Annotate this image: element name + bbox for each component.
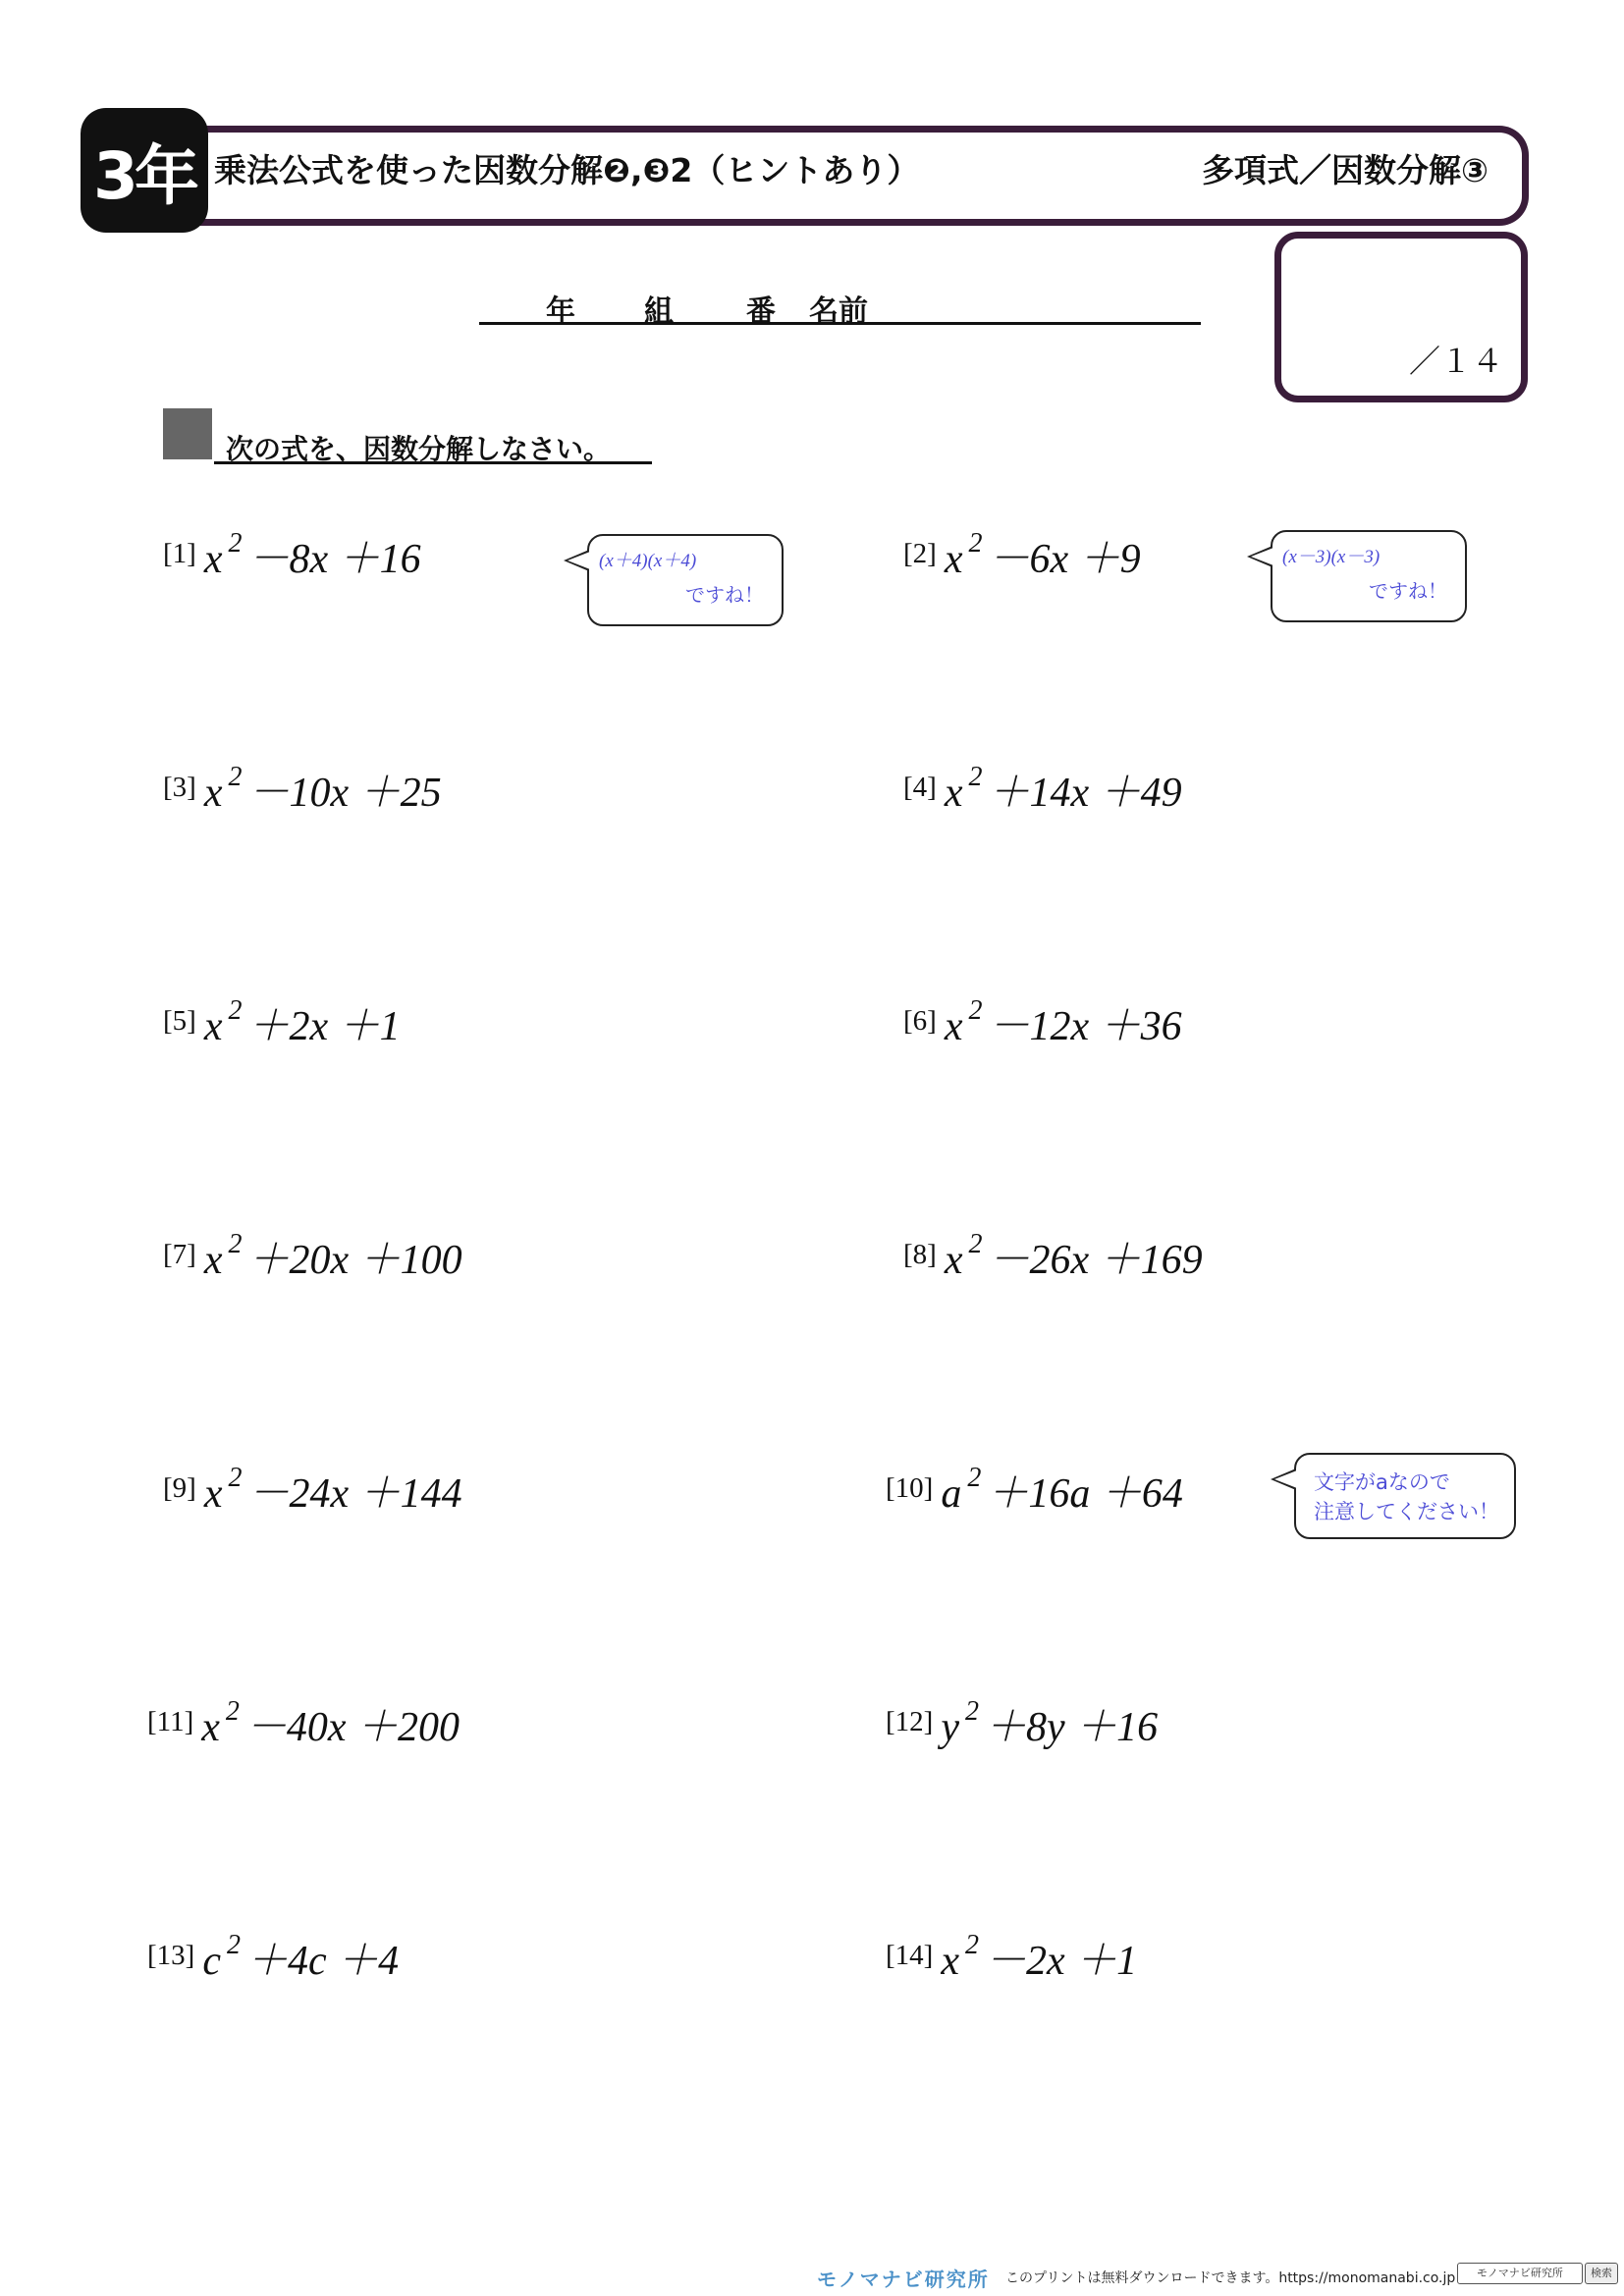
hint-line-1: 文字がaなので (1314, 1470, 1450, 1494)
score-total: ／１４ (1408, 343, 1503, 380)
problem-11 (147, 1694, 460, 1753)
problem-12 (886, 1694, 1158, 1753)
hint-bubble-3 (1294, 1453, 1516, 1539)
grade-badge: 3年 (81, 108, 208, 233)
problem-terms: －8x ＋16 (247, 537, 421, 582)
instruction-marker (163, 408, 212, 459)
problem-number: [8] (903, 1239, 937, 1270)
hint-text: ですね！ (685, 583, 764, 607)
problem-number: [7] (163, 1239, 196, 1270)
hint-bubble-2 (1271, 530, 1467, 622)
problem-exponent: 2 (228, 1229, 243, 1259)
problem-number: [5] (163, 1005, 196, 1037)
problem-variable: a (941, 1471, 962, 1517)
footer-logo: モノマナビ研究所 (817, 2268, 990, 2291)
problem-8 (903, 1227, 1203, 1286)
problem-number: [6] (903, 1005, 937, 1037)
problem-exponent: 2 (228, 528, 243, 559)
number-label: 番 (746, 294, 776, 329)
problem-exponent: 2 (228, 995, 243, 1026)
problem-terms: ＋20x ＋100 (247, 1238, 462, 1283)
problem-exponent: 2 (967, 1463, 982, 1493)
problem-terms: －2x ＋1 (984, 1939, 1138, 1984)
instruction-text: 次の式を、因数分解しなさい。 (226, 433, 612, 465)
problem-variable: c (202, 1939, 221, 1984)
problem-number: [3] (163, 772, 196, 803)
problem-variable: x (203, 537, 223, 582)
problem-exponent: 2 (968, 1229, 983, 1259)
hint-text: ですね！ (1369, 579, 1447, 603)
problem-terms: －10x ＋25 (247, 771, 442, 816)
problem-1 (163, 526, 421, 585)
problem-number: [4] (903, 772, 937, 803)
problem-4 (903, 760, 1182, 819)
problem-exponent: 2 (226, 1930, 241, 1960)
problem-number: [10] (886, 1472, 934, 1504)
problem-variable: x (944, 1238, 963, 1283)
footer-search-field: モノマナビ研究所 (1457, 2263, 1583, 2284)
problem-exponent: 2 (964, 1696, 979, 1727)
problem-terms: －24x ＋144 (247, 1471, 462, 1517)
problem-5 (163, 993, 401, 1052)
problem-variable: x (944, 1004, 963, 1049)
hint-formula: (x－3)(x－3) (1282, 547, 1380, 567)
problem-number: [1] (163, 538, 196, 569)
problem-exponent: 2 (968, 762, 983, 792)
problem-variable: x (203, 1471, 223, 1517)
class-label: 組 (644, 294, 674, 329)
problem-variable: x (944, 537, 963, 582)
unit-label: 多項式／因数分解③ (1202, 151, 1489, 189)
problem-terms: ＋2x ＋1 (247, 1004, 401, 1049)
problem-terms: －12x ＋36 (988, 1004, 1182, 1049)
hint-bubble-1 (587, 534, 784, 626)
problem-number: [2] (903, 538, 937, 569)
problem-exponent: 2 (228, 1463, 243, 1493)
problem-10 (886, 1461, 1183, 1520)
problem-variable: x (941, 1939, 959, 1984)
year-label: 年 (546, 294, 575, 329)
problem-number: [11] (147, 1706, 194, 1737)
problem-terms: －40x ＋200 (244, 1705, 460, 1750)
name-label: 名前 (809, 294, 868, 329)
problem-3 (163, 760, 442, 819)
hint-line-2: 注意してください！ (1314, 1500, 1499, 1523)
problem-exponent: 2 (968, 528, 983, 559)
problem-variable: x (203, 1004, 223, 1049)
problem-exponent: 2 (228, 762, 243, 792)
problem-number: [13] (147, 1940, 195, 1971)
problem-number: [9] (163, 1472, 196, 1504)
problem-exponent: 2 (968, 995, 983, 1026)
problem-2 (903, 526, 1141, 585)
problem-6 (903, 993, 1182, 1052)
score-box (1274, 232, 1528, 402)
instruction-underline (214, 461, 652, 464)
problem-terms: ＋8y ＋16 (984, 1705, 1159, 1750)
problem-exponent: 2 (964, 1930, 979, 1960)
problem-7 (163, 1227, 462, 1286)
problem-9 (163, 1461, 462, 1520)
name-line (479, 287, 1201, 329)
problem-variable: x (203, 1238, 223, 1283)
problem-14 (886, 1928, 1137, 1987)
problem-13 (147, 1928, 399, 1987)
problem-variable: x (203, 771, 223, 816)
problem-terms: ＋14x ＋49 (988, 771, 1182, 816)
problem-terms: －26x ＋169 (988, 1238, 1203, 1283)
footer-search-button: 検索 (1585, 2263, 1618, 2284)
hint-formula: (x＋4)(x＋4) (599, 551, 697, 571)
footer-text: このプリントは無料ダウンロードできます。https://monomanabi.co.jp (1005, 2270, 1456, 2286)
problem-number: [14] (886, 1940, 934, 1971)
problem-number: [12] (886, 1706, 934, 1737)
problem-variable: x (201, 1705, 220, 1750)
problem-terms: ＋4c ＋4 (245, 1939, 400, 1984)
problem-variable: y (941, 1705, 959, 1750)
problem-variable: x (944, 771, 963, 816)
problem-exponent: 2 (225, 1696, 240, 1727)
worksheet-title: 乗法公式を使った因数分解❷,❸2（ヒントあり） (214, 151, 920, 189)
problem-terms: ＋16a ＋64 (987, 1471, 1183, 1517)
problem-terms: －6x ＋9 (988, 537, 1141, 582)
